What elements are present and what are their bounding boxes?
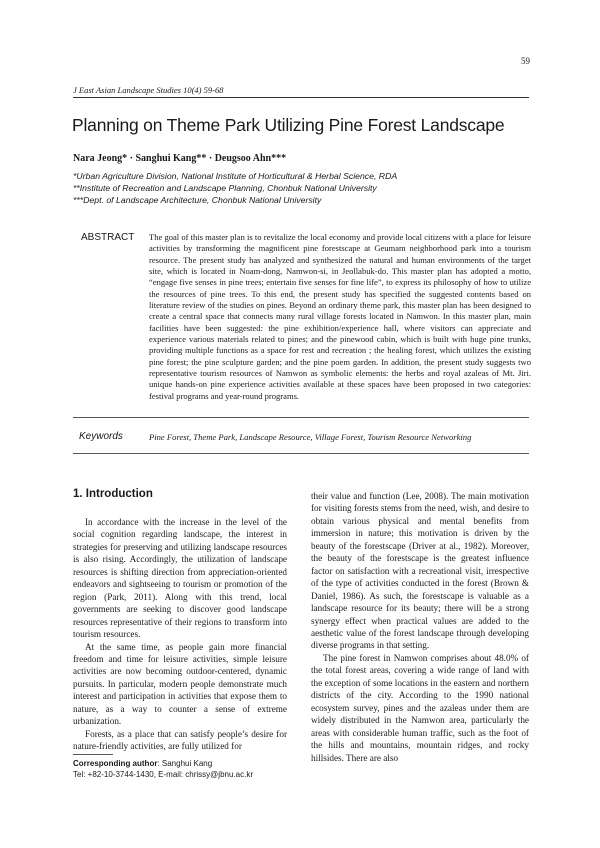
author-list: Nara Jeong* · Sanghui Kang** · Deugsoo Ahn*** (73, 153, 287, 164)
paper-title: Planning on Theme Park Utilizing Pine Forest Landscape (72, 115, 505, 135)
keywords-bottom-rule (73, 453, 529, 454)
abstract-label: ABSTRACT (81, 232, 135, 243)
keywords-label: Keywords (79, 431, 123, 442)
left-column (73, 516, 287, 753)
affiliation-3: ***Dept. of Landscape Architecture, Chonbuk National University (73, 195, 322, 205)
keywords-text: Pine Forest, Theme Park, Landscape Resource, Village Forest, Tourism Resource Networking (149, 432, 472, 442)
corresponding-author-name: : Sanghui Kang (157, 759, 213, 768)
paragraph: At the same time, as people gain more financial freedom and time for leisure activities, simple leisure activities are now becoming outdoor-centered, dynamic pursuits. In particular, modern people demonstrate much interest and participation in activities that expose them to nature, as a way to counter a sense of extreme urbanization. (73, 641, 287, 727)
paragraph: Forests, as a place that can satisfy people’s desire for nature-friendly activities, are fully utilized for (73, 728, 287, 752)
footnote-rule (73, 754, 113, 755)
corresponding-author (73, 759, 212, 768)
affiliation-1: *Urban Agriculture Division, National Institute of Horticultural & Herbal Science, RDA (73, 171, 398, 181)
paragraph: In accordance with the increase in the level of the social cognition regarding landscape, the interest in strategies for preserving and utilizing landscape resources is also rising. Accordingly, the utilization of landscape resources is shifting direction from appreciation-oriented endeavors and sightseeing to tourism or promotion of the region (Park, 2011). Along with this trend, local governments are seeking to discover good landscape resources representative of their regions to transform into tourism resources. (73, 517, 287, 640)
journal-citation: J East Asian Landscape Studies 10(4) 59-68 (73, 85, 224, 95)
contact-info: Tel: +82-10-3744-1430, E-mail: chrissy@jbnu.ac.kr (73, 770, 253, 779)
paragraph: The pine forest in Namwon comprises about 48.0% of the total forest areas, covering a wide range of land with the exception of some locations in the eastern and northern districts of the city. According to the 1990 national ecosystem survey, pines and the azaleas under them are widely distributed in the Namwon area, particularly the areas with considerable human traffic, such as the foot of the hills and mountains, mountain ridges, and rocky hillsides. There are also (311, 652, 529, 763)
paragraph: their value and function (Lee, 2008). The main motivation for visiting forests stems from the need, wish, and desire to obtain various physical and mental benefits from immersion in nature; this motivation is driven by the beauty of the forestscape (Driver at al., 1982). Moreover, the beauty of the forestscape is the greatest influence factor on satisfaction with a recreational visit, irrespective of the type of activities conducted in the forest (Brown & Daniel, 1986). As such, the forestscape is valuable as a landscape resource for its beauty; there will be a strong synergy effect when practical values are added to the aesthetic value of the forest landscape through developing diverse programs in that setting. (311, 491, 529, 651)
section-heading-introduction: 1. Introduction (73, 488, 153, 500)
affiliation-2: **Institute of Recreation and Landscape Planning, Chonbuk National University (73, 183, 377, 193)
page-number: 59 (521, 56, 530, 66)
abstract-text: The goal of this master plan is to revitalize the local economy and provide local citizens with a place for leisure activities by transforming the magnificent pine forestscape at Geumam neighborhood park into a tourism resource. The present study has analyzed and synthesized the natural and human environments of the target site, which is located in Noam-dong, Namwon-si, in Jeollabuk-do. This master plan has adopted a motto, “engage five senses in pine trees; entertain five senses for fine life”, to express its philosophy of how to utilize the resources of pine trees. To this end, the present study has specified the suggested contents based on literature review of the studies on pines. Beyond an ordinary theme park, this master plan has been designed to create a central space that connects many rural village forests located in Namwon. In this master plan, main facilities have been suggested: the pine exhibition/experience hall, where visitors can appreciate and experience various materials related to pines; and the pinewood cabin, which is built with huge pine trunks, providing multiple functions as a space for rest and recreation ; the healing forest, which utilizes the existing pine forest; the pine sculpture garden; and the pine poem garden. In addition, the present study suggests two representative tourism resources of Namwon as symbolic elements: the herbs and royal azaleas of Mt. Jiri. unique hands-on pine experience activities available at these spaces have been proposed in two categories: festival programs and year-round programs. (149, 232, 531, 401)
header-rule (73, 97, 529, 98)
corresponding-author-label: Corresponding author (73, 759, 158, 768)
right-column (311, 490, 529, 764)
keywords-top-rule (73, 417, 529, 418)
